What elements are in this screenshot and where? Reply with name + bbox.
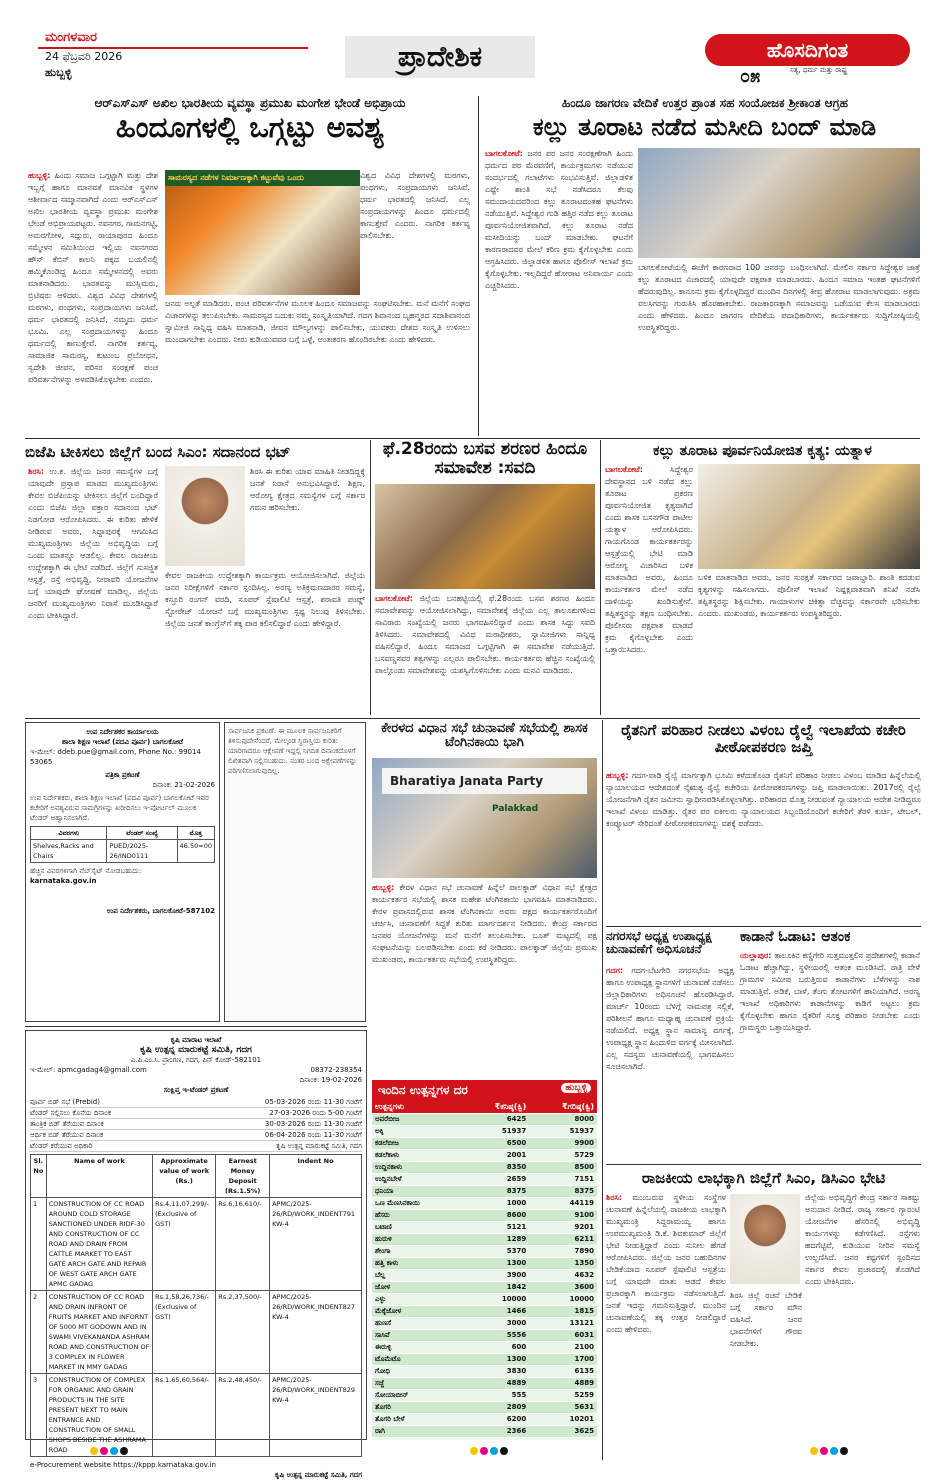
- ad1-email: ಇ-ಮೇಲ್: ddeb.pue@gmail.com, Phone No.: 99014 53065: [30, 748, 201, 766]
- market-item-max: 8500: [529, 1161, 597, 1173]
- market-item-name: ಈರುಳ್ಳಿ: [372, 1341, 462, 1353]
- market-col-min: ₹ಕನಿಷ್ಠ(ಕ್ವಿ): [462, 1101, 529, 1113]
- ad2-title: ಕೃಷಿ ಉತ್ಪನ್ನ ಮಾರುಕಟ್ಟೆ ಸಮಿತಿ, ಗದಗ: [140, 1045, 252, 1055]
- story10-portrait: [730, 1194, 800, 1284]
- market-item-max: 5631: [529, 1401, 597, 1413]
- market-item-name: ಹತ್ತಿ ಕಾಳು: [372, 1257, 462, 1269]
- market-row: [372, 1125, 597, 1137]
- market-table: [372, 1101, 597, 1438]
- market-row: [372, 1329, 597, 1341]
- story9-body: [740, 950, 920, 1160]
- market-item-min: 1300: [462, 1353, 529, 1365]
- market-row: [372, 1137, 597, 1149]
- registration-marks: [810, 1440, 850, 1459]
- market-row: [372, 1113, 597, 1125]
- masthead-city: ಹುಬ್ಬಳ್ಳಿ: [45, 66, 72, 79]
- market-item-min: 1466: [462, 1305, 529, 1317]
- story1-body-col3: ವಿಶ್ವದ ವಿವಿಧ ದೇಶಗಳಲ್ಲಿ ಮಠಗಳು, ಪಂಥಗಳು, ಸಂಪ್ರದಾಯಗಳು ಜನಿಸಿವೆ. ಧರ್ಮ ಭಾರತದಲ್ಲಿ ಜನಿಸಿದೆ. ಎಲ್ಲ ಸಂಪ್ರದಾಯಗಳನ್ನು ಹಿಂದೂ ಧರ್ಮದಲ್ಲಿ ಕಾಣುತ್ತೇವೆ ಎಂದರು. ನಾಗರಿಕ ಕರ್ತವ್ಯ ಪಾಲಿಸಬೇಕು.: [360, 171, 470, 240]
- story5-headline: ಕಲ್ಲು ತೂರಾಟ ಪೂರ್ವನಿಯೋಜಿತ ಕೃತ್ಯ: ಯತ್ನಾಳ: [653, 443, 872, 459]
- ad1-legal-notice: ಸಾರ್ವಜನಿಕ ಪ್ರಕಟಣೆ. ಈ ಮೂಲಕ ಸಾರ್ವಜನಿಕರಿಗೆ ತಿಳಿಸುವುದೇನೆಂದರೆ, ಮೇಲ್ಕಂಡ ಸ್ಥಿರಾಸ್ತಿಯ ಕುರಿತು ಯಾರಿಗಾದರೂ ಆಕ್ಷೇಪಣೆ ಇದ್ದಲ್ಲಿ ನಿಗದಿತ ದಿನಾಂಕದೊಳಗೆ ಲಿಖಿತವಾಗಿ ಸಲ್ಲಿಸಬಹುದು. ನಂತರ ಬಂದ ಆಕ್ಷೇಪಣೆಗಳನ್ನು ಪರಿಗಣಿಸಲಾಗುವುದಿಲ್ಲ.: [224, 722, 366, 1022]
- ad2-cell-indent: APMC/2025-26/RD/WORK_INDENT827 KW-4: [270, 1291, 362, 1374]
- ad2-schedule-value: 06-04-2026 ರಂದು 11-30 ಗಂಟೆಗೆ: [264, 1131, 362, 1139]
- ad2-schedule-label: ತಾಂತ್ರಿಕ ಬಿಡ್ ತೆರೆಯುವ ದಿನಾಂಕ: [30, 1120, 104, 1128]
- market-item-max: 1700: [529, 1353, 597, 1365]
- masthead-date: 24 ಫೆಬ್ರವರಿ 2026: [45, 50, 123, 63]
- market-item-max: 7151: [529, 1173, 597, 1185]
- masthead-rule: [38, 47, 308, 49]
- story2-dateline: ಬಾಗಲಕೋಟೆ:: [485, 149, 523, 158]
- ad1-col3: ಮೊತ್ತ: [177, 827, 214, 840]
- ad2-schedule-value: 27-03-2026 ರಂದು 5-00 ಗಂಟೆಗೆ: [269, 1109, 362, 1117]
- story1-photo: [165, 170, 360, 295]
- market-item-name: ಜೋಳ: [372, 1281, 462, 1293]
- ad2-schedule-row: [30, 1130, 362, 1141]
- ad1-title: ಪತ್ರಿಕಾ ಪ್ರಕಟಣೆ: [105, 771, 140, 779]
- market-item-min: 6425: [462, 1113, 529, 1125]
- ad2-schedule-row: [30, 1119, 362, 1130]
- ad2-th: Approximate value of work (Rs.): [153, 1155, 216, 1198]
- ad2-schedule-label: ಟೆಂಡರ್ ಕರೆಯುವ ಅಧಿಕಾರಿ: [30, 1142, 93, 1150]
- ad2-table-row: [31, 1291, 362, 1374]
- market-item-max: 9900: [529, 1137, 597, 1149]
- story6-dateline: ಹುಬ್ಬಳ್ಳಿ:: [372, 883, 395, 892]
- story6-banner-sub: Palakkad: [492, 804, 539, 814]
- story3-headline: ಬಿಜೆಪಿ ಟೀಕಿಸಲು ಜಿಲ್ಲೆಗೆ ಬಂದ ಸಿಎಂ: ಸದಾನಂದ ಭಟ್: [25, 443, 291, 461]
- ad2-schedule-value: 05-03-2026 ರಂದು 11-30 ಗಂಟೆಗೆ: [264, 1098, 362, 1106]
- ad2-phone: 08372-238354: [310, 1066, 362, 1074]
- ad2-cell-emd: Rs.6,16,610/-: [216, 1198, 270, 1291]
- market-item-min: 5556: [462, 1329, 529, 1341]
- ad2-table-row: [31, 1374, 362, 1457]
- market-row: [372, 1305, 597, 1317]
- market-item-min: 3900: [462, 1269, 529, 1281]
- market-row: [372, 1365, 597, 1377]
- ad2-schedule-row: [30, 1097, 362, 1108]
- market-item-name: ಒಣ ಮೆಣಸಿನಕಾಯಿ: [372, 1197, 462, 1209]
- market-item-min: 8600: [462, 1209, 529, 1221]
- ad1-col2: ಟೆಂಡರ್ ಸಂಖ್ಯೆ: [107, 827, 177, 840]
- story1-dateline: ಹುಬ್ಬಳ್ಳಿ:: [28, 171, 51, 180]
- market-item-min: 8350: [462, 1161, 529, 1173]
- ad2-cell-emd: Rs.2,48,450/-: [216, 1374, 270, 1457]
- market-row: [372, 1269, 597, 1281]
- ad2-th: Sl. No: [31, 1155, 47, 1198]
- ad1-tender-no: PUED/2025-26/IND0111: [107, 840, 177, 863]
- ad2-schedule-value: 30-03-2026 ರಂದು 11-30 ಗಂಟೆಗೆ: [264, 1120, 362, 1128]
- market-item-max: 5729: [529, 1149, 597, 1161]
- ad2-cell-value: Rs.4,11,07,299/- (Exclusive of GST): [153, 1198, 216, 1291]
- market-item-name: ಹೆಸರು: [372, 1209, 462, 1221]
- ad2-schedule-label: ಟೆಂಡರ್ ಸಲ್ಲಿಸಲು ಕೊನೆಯ ದಿನಾಂಕ: [30, 1109, 112, 1117]
- market-item-min: 51937: [462, 1125, 529, 1137]
- story10-body-col3: ಶಿರಸಿ ಜಿಲ್ಲೆ ರಚನೆ ಬೇಡಿಕೆ ಬಗ್ಗೆ ಸರ್ಕಾರ ಮೌನ ವಹಿಸಿದೆ. ಜನರ ಭಾವನೆಗಳಿಗೆ ಗೌರವ ನೀಡಬೇಕು.: [730, 1291, 802, 1348]
- market-item-max: 6211: [529, 1233, 597, 1245]
- market-row: [372, 1317, 597, 1329]
- market-item-name: ಉದ್ದಿನಕಾಳು: [372, 1161, 462, 1173]
- story9-dateline: ಯಲ್ಲಾಪುರ:: [740, 951, 772, 960]
- market-item-min: 5121: [462, 1221, 529, 1233]
- market-item-max: 4632: [529, 1269, 597, 1281]
- market-item-min: 1289: [462, 1233, 529, 1245]
- story1-headline: ಹಿಂದೂಗಳಲ್ಲಿ ಒಗ್ಗಟ್ಟು ಅವಶ್ಯ: [115, 110, 385, 144]
- page-number: ೦೫: [740, 66, 761, 87]
- story10-headline: ರಾಜಕೀಯ ಲಾಭಕ್ಕಾಗಿ ಜಿಲ್ಲೆಗೆ ಸಿಎಂ, ಡಿಸಿಎಂ ಭೇಟಿ: [641, 1169, 886, 1187]
- story2-body-col1: [485, 148, 633, 434]
- story8-body: [606, 965, 734, 1160]
- market-item-name: ರಾಗಿ: [372, 1425, 462, 1437]
- story10-text: ಮುಂಬರುವ ಸ್ಥಳೀಯ ಸಂಸ್ಥೆಗಳ ಚುನಾವಣೆ ಹಿನ್ನೆಲೆಯಲ್ಲಿ ರಾಜಕೀಯ ಲಾಭಕ್ಕಾಗಿ ಮುಖ್ಯಮಂತ್ರಿ ಸಿದ್ದರಾಮಯ್ಯ ಹಾಗೂ ಉಪಮುಖ್ಯಮಂತ್ರಿ ಡಿ.ಕೆ. ಶಿವಕುಮಾರ್ ಜಿಲ್ಲೆಗೆ ಭೇಟಿ ನೀಡುತ್ತಿದ್ದಾರೆ ಎಂದು ಸುನೀಲ ಹೆಗಡೆ ಆರೋಪಿಸಿದರು. ಜಿಲ್ಲೆಯ ಜನರ ಬಹುದಿನಗಳ ಬೇಡಿಕೆಯಾದ ಸೂಪರ್ ಸ್ಪೆಷಾಲಿಟಿ ಆಸ್ಪತ್ರೆಯ ಬಗ್ಗೆ ಯಾವುದೇ ಮಾತು ಆಡದೆ ಕೇವಲ ಪ್ರಚಾರಕ್ಕಾಗಿ ಕಾರ್ಯಕ್ರಮ ನಡೆಸಲಾಗುತ್ತಿದೆ. ಜನತೆ ಇದನ್ನು ಗಮನಿಸುತ್ತಿದ್ದಾರೆ. ಮುಂದಿನ ಚುನಾವಣೆಯಲ್ಲಿ ತಕ್ಕ ಉತ್ತರ ನೀಡಲಿದ್ದಾರೆ ಎಂದು ಹೇಳಿದರು.: [606, 1193, 726, 1334]
- ad2-cell-value: Rs.1,58,26,736/- (Exclusive of GST): [153, 1291, 216, 1374]
- ad2-header: ಕೃಷಿ ಮಾರಾಟ ಇಲಾಖೆ: [170, 1036, 222, 1044]
- ad2-th: Indent No: [270, 1155, 362, 1198]
- market-item-min: 5370: [462, 1245, 529, 1257]
- ad1-col1: ವಿವರಗಳು: [31, 827, 107, 840]
- story6-photo: [372, 758, 597, 878]
- market-row: [372, 1221, 597, 1233]
- story8-headline: ನಗರಸಭೆ ಅಧ್ಯಕ್ಷ ಉಪಾಧ್ಯಕ್ಷ ಚುನಾವಣೆಗೆ ಅಧಿಸೂಚನೆ: [606, 929, 712, 957]
- story4-body: [375, 593, 595, 715]
- market-item-max: 1815: [529, 1305, 597, 1317]
- story2-body: ಜನರ ಪರ ಜನರ ಸಂರಕ್ಷಣೆಗಾಗಿ ಹಿಂದು ಧರ್ಮದ ಪರ ಮೆರವಣಿಗೆ, ಕಾರ್ಯಕ್ರಮಗಳು ನಡೆಯುವ ಸಂದರ್ಭದಲ್ಲಿ ಗಲಾಟೆಗಳು ಸಂಭವಿಸುತ್ತಿವೆ. ಜಿಲ್ಲಾಡಳಿತ ಎಷ್ಟೇ ಶಾಂತಿ ಸಭೆ ನಡೆಸಿದರೂ ಕೆಲವು ಸಮುದಾಯದವರಿಂದ ಕಲ್ಲು ತೂರಾಟದಂತಹ ಘಟನೆಗಳು ನಡೆಯುತ್ತಿವೆ. ಸಿದ್ದೇಶ್ವರ ಗುಡಿ ಹತ್ತಿರ ನಡೆದ ಕಲ್ಲು ತೂರಾಟ ಪೂರ್ವನಿಯೋಜಿತವಾಗಿದೆ. ಕಲ್ಲು ತೂರಾಟ ನಡೆದ ಮಸೀದಿಯನ್ನು ಬಂದ್ ಮಾಡಬೇಕು. ಘಟನೆಗೆ ಕಾರಣರಾದವರ ಮೇಲೆ ಕಠಿಣ ಕ್ರಮ ಕೈಗೊಳ್ಳಬೇಕು ಎಂದು ಆಗ್ರಹಿಸಿದರು. ಜಿಲ್ಲಾಡಳಿತ ಹಾಗೂ ಪೊಲೀಸ್ ಇಲಾಖೆ ಕ್ರಮ ಕೈಗೊಳ್ಳಬೇಕು. ಇಲ್ಲದಿದ್ದರೆ ಹೋರಾಟ ಅನಿವಾರ್ಯ ಎಂದು ಎಚ್ಚರಿಸಿದರು.: [485, 149, 633, 290]
- market-item-max: 6135: [529, 1365, 597, 1377]
- story5-dateline: ಬಾಗಲಕೋಟೆ:: [605, 465, 643, 474]
- ad2-cell-emd: Rs.2,37,500/-: [216, 1291, 270, 1374]
- market-item-min: 4889: [462, 1377, 529, 1389]
- story3-body-col2: ಶಿರಸಿ ಈ ಕುರಿತು ಯಾವ ಮಾಹಿತಿ ನೀಡದಿದ್ದಕ್ಕೆ ಜನತೆ ನಿರಾಸೆ ಅನುಭವಿಸಿದ್ದಾರೆ. ಶಿಕ್ಷಣ, ಆರೋಗ್ಯ ಕ್ಷೇತ್ರದ ಸಮಸ್ಯೆಗಳ ಬಗ್ಗೆ ಸರ್ಕಾರ ಗಮನ ಹರಿಸಬೇಕು.: [250, 467, 365, 512]
- market-row: [372, 1185, 597, 1197]
- ad2-cell-no: 2: [31, 1291, 47, 1374]
- market-row: [372, 1341, 597, 1353]
- market-item-min: 1300: [462, 1257, 529, 1269]
- market-item-name: ಗೋಧಿ: [372, 1365, 462, 1377]
- market-city: ಹುಬ್ಬಳ್ಳಿ: [561, 1083, 591, 1093]
- masthead-day: ಮಂಗಳವಾರ: [45, 30, 98, 45]
- story5-photo: [698, 464, 920, 569]
- story9-text: ತಾಲೂಕಿನ ಕಣ್ಣಿಗೇರಿ ಸುತ್ತಮುತ್ತಲಿನ ಪ್ರದೇಶಗಳಲ್ಲಿ ಕಾಡಾನೆ ಓಡಾಟ ಹೆಚ್ಚಾಗಿದ್ದು, ಸ್ಥಳೀಯರಲ್ಲಿ ಆತಂಕ ಮೂಡಿಸಿದೆ. ರಾತ್ರಿ ವೇಳೆ ಗ್ರಾಮಗಳ ಸಮೀಪ ಬರುತ್ತಿರುವ ಕಾಡಾನೆಗಳು ಬೆಳೆಗಳನ್ನು ನಾಶ ಮಾಡುತ್ತಿವೆ. ಅಡಿಕೆ, ಬಾಳೆ, ತೆಂಗು ತೋಟಗಳಿಗೆ ಹಾನಿಯಾಗಿದೆ. ಅರಣ್ಯ ಇಲಾಖೆ ಅಧಿಕಾರಿಗಳು ಕಾಡಾನೆಗಳನ್ನು ಕಾಡಿಗೆ ಅಟ್ಟಲು ಕ್ರಮ ಕೈಗೊಳ್ಳಬೇಕು ಹಾಗೂ ರೈತರಿಗೆ ಸೂಕ್ತ ಪರಿಹಾರ ನೀಡಬೇಕು ಎಂದು ಗ್ರಾಮಸ್ಥರು ಒತ್ತಾಯಿಸಿದ್ದಾರೆ.: [740, 951, 920, 1032]
- market-row: [372, 1389, 597, 1401]
- market-row: [372, 1197, 597, 1209]
- section-title: ಪ್ರಾದೇಶಿಕ: [345, 36, 535, 78]
- story2-photo: [638, 148, 920, 258]
- ad2-cell-indent: APMC/2025-26/RD/WORK_INDENT791 KW-4: [270, 1198, 362, 1291]
- ad2-notice-title: ಸಂಕ್ಷಿಪ್ತ ಇ-ಟೆಂಡರ್ ಪ್ರಕಟಣೆ: [163, 1086, 229, 1094]
- story3-body: ಉ.ಕ. ಜಿಲ್ಲೆಯ ಜನರ ಸಮಸ್ಯೆಗಳ ಬಗ್ಗೆ ಯಾವುದೇ ಪ್ರಸ್ತಾಪ ಮಾಡದ ಮುಖ್ಯಮಂತ್ರಿಗಳು ಕೇವಲ ಬಿಜೆಪಿಯನ್ನು ಟೀಕಿಸಲು ಜಿಲ್ಲೆಗೆ ಬಂದಿದ್ದಾರೆ ಎಂದು ಬಿಜೆಪಿ ಜಿಲ್ಲಾ ವಕ್ತಾರ ಸದಾನಂದ ಭಟ್ ನಿಡಗೋಡ ಆರೋಪಿಸಿದರು. ಈ ಕುರಿತು ಹೇಳಿಕೆ ನೀಡಿರುವ ಅವರು, ಸಿದ್ದಾಪುರಕ್ಕೆ ಆಗಮಿಸಿದ ಮುಖ್ಯಮಂತ್ರಿಗಳು ಜಿಲ್ಲೆಯ ಅಭಿವೃದ್ಧಿಯ ಬಗ್ಗೆ ಒಂದು ಮಾತನ್ನೂ ಆಡಲಿಲ್ಲ. ಕೇವಲ ರಾಜಕೀಯ ಉದ್ದೇಶಕ್ಕಾಗಿ ಈ ಭೇಟಿ ನಡೆದಿದೆ. ಜಿಲ್ಲೆಗೆ ಸುಸಜ್ಜಿತ ಆಸ್ಪತ್ರೆ, ರಸ್ತೆ ಅಭಿವೃದ್ಧಿ, ನೀರಾವರಿ ಯೋಜನೆಗಳ ಬಗ್ಗೆ ಯಾವುದೇ ಘೋಷಣೆ ಮಾಡಿಲ್ಲ. ಜಿಲ್ಲೆಯ ಜನರಿಗೆ ಮುಖ್ಯಮಂತ್ರಿಗಳು ನಿರಾಸೆ ಮೂಡಿಸಿದ್ದಾರೆ ಎಂದು ಟೀಕಿಸಿದ್ದಾರೆ.: [28, 467, 158, 620]
- market-item-min: 555: [462, 1389, 529, 1401]
- ad2-sign: ಕೃಷಿ ಉತ್ಪನ್ನ ಮಾರುಕಟ್ಟೆ ಸಮಿತಿ, ಗದಗ: [275, 1471, 362, 1479]
- ad2-date: ದಿನಾಂಕ: 19-02-2026: [299, 1076, 362, 1084]
- column-divider: [602, 720, 603, 1460]
- market-item-name: ಧನಿಯಾ: [372, 1185, 462, 1197]
- market-item-min: 6200: [462, 1413, 529, 1425]
- ad1-date: ದಿನಾಂಕ: 21-02-2026: [152, 781, 215, 789]
- market-item-name: ಕಡಲೆಬೀಜ: [372, 1137, 462, 1149]
- column-divider: [478, 96, 479, 436]
- ad2-cell-value: Rs.1,65,60,564/-: [153, 1374, 216, 1457]
- ad2-email: ಇ-ಮೇಲ್: apmcgadag4@gmail.com: [30, 1066, 147, 1074]
- market-item-max: 13121: [529, 1317, 597, 1329]
- market-item-name: ಅಕ್ಕಿ: [372, 1125, 462, 1137]
- ad2-schedule-label: ಪೂರ್ವ ಬಿಡ್ ಸಭೆ (Prebid): [30, 1098, 100, 1106]
- market-item-max: 8000: [529, 1113, 597, 1125]
- story5-text: ಸಿದ್ದೇಶ್ವರ ದೇವಸ್ಥಾನದ ಬಳಿ ನಡೆದ ಕಲ್ಲು ತೂರಾಟ ಪ್ರಕರಣ ಪೂರ್ವನಿಯೋಜಿತ ಕೃತ್ಯವಾಗಿದೆ ಎಂದು ಶಾಸಕ ಬಸನಗೌಡ ಪಾಟೀಲ ಯತ್ನಾಳ ಆರೋಪಿಸಿದರು. ಗಾಯಗೊಂಡ ಕಾರ್ಯಕರ್ತರನ್ನು ಆಸ್ಪತ್ರೆಯಲ್ಲಿ ಭೇಟಿ ಮಾಡಿ ಆರೋಗ್ಯ ವಿಚಾರಿಸಿದ ಬಳಿಕ ಮಾತನಾಡಿದ ಅವರು, ಹಿಂದೂ ಕಾರ್ಯಕರ್ತರ ಮೇಲೆ ನಡೆದ ದಾಳಿಯನ್ನು ಖಂಡಿಸುತ್ತೇನೆ. ತಪ್ಪಿತಸ್ಥರನ್ನು ತಕ್ಷಣ ಬಂಧಿಸಬೇಕು. ಪೊಲೀಸರು ಪಕ್ಷಪಾತ ಮಾಡದೆ ಕ್ರಮ ಕೈಗೊಳ್ಳಬೇಕು ಎಂದು ಒತ್ತಾಯಿಸಿದರು.: [605, 465, 693, 654]
- row-divider: [606, 926, 921, 927]
- market-title: ಇಂದಿನ ಉತ್ಪನ್ನಗಳ ದರ: [378, 1083, 468, 1097]
- market-row: [372, 1149, 597, 1161]
- market-item-max: 3600: [529, 1281, 597, 1293]
- market-item-max: 8375: [529, 1185, 597, 1197]
- market-item-name: ಸಜ್ಜೆ: [372, 1377, 462, 1389]
- story2-headline: ಕಲ್ಲು ತೂರಾಟ ನಡೆದ ಮಸೀದಿ ಬಂದ್ ಮಾಡಿ: [532, 113, 877, 141]
- ad2-schedule-row: [30, 1141, 362, 1152]
- market-row: [372, 1401, 597, 1413]
- ad2-table-row: [31, 1198, 362, 1291]
- story6-banner: Bharatiya Janata Party: [382, 768, 587, 794]
- market-row: [372, 1425, 597, 1437]
- story10-body-col1: [606, 1192, 726, 1442]
- market-item-name: ಶೇಂಗಾ: [372, 1245, 462, 1257]
- ad1-item: Shelves,Racks and Chairs: [31, 840, 107, 863]
- market-item-max: 3625: [529, 1425, 597, 1437]
- story8-text: ಗದಗ-ಬೆಟಗೇರಿ ನಗರಸಭೆಯ ಅಧ್ಯಕ್ಷ ಹಾಗೂ ಉಪಾಧ್ಯಕ್ಷ ಸ್ಥಾನಗಳಿಗೆ ಚುನಾವಣೆ ನಡೆಸಲು ಜಿಲ್ಲಾಧಿಕಾರಿಗಳು ಅಧಿಸೂಚನೆ ಹೊರಡಿಸಿದ್ದಾರೆ. ಮಾರ್ಚ್ 10ರಂದು ಬೆಳಿಗ್ಗೆ ನಾಮಪತ್ರ ಸಲ್ಲಿಕೆ, ಪರಿಶೀಲನೆ ಹಾಗೂ ಮಧ್ಯಾಹ್ನ ಚುನಾವಣೆ ಪ್ರಕ್ರಿಯೆ ನಡೆಯಲಿದೆ. ಅಧ್ಯಕ್ಷ ಸ್ಥಾನ ಸಾಮಾನ್ಯ ವರ್ಗಕ್ಕೆ, ಉಪಾಧ್ಯಕ್ಷ ಸ್ಥಾನ ಹಿಂದುಳಿದ ವರ್ಗಕ್ಕೆ ಮೀಸಲಾಗಿದೆ. ಎಲ್ಲ ಸದಸ್ಯರು ಚುನಾವಣೆಯಲ್ಲಿ ಭಾಗವಹಿಸಲು ಸೂಚಿಸಲಾಗಿದೆ.: [606, 966, 734, 1071]
- ad2-cell-indent: APMC/2025-26/RD/WORK_INDENT829 KW-4: [270, 1374, 362, 1457]
- market-item-name: ಎಳ್ಳು: [372, 1293, 462, 1305]
- story3-dateline: ಶಿರಸಿ:: [28, 467, 45, 476]
- ad2-cell-no: 3: [31, 1374, 47, 1457]
- market-col-max: ₹ಗರಿಷ್ಠ(ಕ್ವಿ): [529, 1101, 597, 1113]
- market-item-min: 2659: [462, 1173, 529, 1185]
- ad2-th: Name of work: [46, 1155, 152, 1198]
- market-item-name: ಮೆಕ್ಕೆಜೋಳ: [372, 1305, 462, 1317]
- market-item-name: ಹುಣಸೆ: [372, 1317, 462, 1329]
- market-item-min: 3000: [462, 1317, 529, 1329]
- column-divider: [600, 440, 601, 715]
- story7-headline: ರೈತನಿಗೆ ಪರಿಹಾರ ನೀಡಲು ವಿಳಂಬ ರೈಲ್ವೆ ಇಲಾಖೆಯ ಕಚೇರಿ ಪೀಠೋಪಕರಣ ಜಪ್ತಿ: [621, 721, 906, 756]
- story10-dateline: ಶಿರಸಿ:: [606, 1193, 623, 1202]
- story7-body: [606, 770, 921, 920]
- story3-body-col3: ಕೇವಲ ರಾಜಕೀಯ ಉದ್ದೇಶಕ್ಕಾಗಿ ಕಾರ್ಯಕ್ರಮ ಆಯೋಜಿಸಲಾಗಿದೆ. ಜಿಲ್ಲೆಯ ಜನರ ನಿರೀಕ್ಷೆಗಳಿಗೆ ಸರ್ಕಾರ ಸ್ಪಂದಿಸಿಲ್ಲ. ಅರಣ್ಯ ಅತಿಕ್ರಮಣದಾರರ ಸಮಸ್ಯೆ, ಕಸ್ತೂರಿ ರಂಗನ್ ವರದಿ, ಸೂಪರ್ ಸ್ಪೆಷಾಲಿಟಿ ಆಸ್ಪತ್ರೆ, ಶರಾವತಿ ಪಂಪ್ಡ್ ಸ್ಟೋರೇಜ್ ಯೋಜನೆ ಬಗ್ಗೆ ಮುಖ್ಯಮಂತ್ರಿಗಳು ಸ್ಪಷ್ಟ ನಿಲುವು ತಿಳಿಸಬೇಕು. ಜಿಲ್ಲೆಯ ಜನತೆ ಕಾಂಗ್ರೆಸ್‌ಗೆ ತಕ್ಕ ಪಾಠ ಕಲಿಸಲಿದ್ದಾರೆ ಎಂದು ಹೇಳಿದ್ದಾರೆ.: [165, 571, 365, 628]
- registration-marks: [470, 1440, 510, 1459]
- story7-dateline: ಹುಬ್ಬಳ್ಳಿ:: [606, 771, 629, 780]
- market-item-min: 10000: [462, 1293, 529, 1305]
- market-item-max: 10000: [529, 1293, 597, 1305]
- ad2-notice: [25, 1030, 367, 1479]
- story4-dateline: ಬಾಗಲಕೋಟೆ:: [375, 594, 413, 603]
- newspaper-logo: ಹೊಸದಿಗಂತ: [705, 34, 910, 66]
- column-divider: [370, 440, 371, 715]
- market-item-min: 1000: [462, 1197, 529, 1209]
- market-item-min: 1842: [462, 1281, 529, 1293]
- ad2-cell-work: CONSTRUCTION OF COMPLEX FOR ORGANIC AND GRAIN PRODUCTS IN THE SITE PRESENT NEXT TO MAIN ENTRANCE AND CONSTRUCTION OF SMALL SHOPS BESIDE THE ASHRAMA ROAD: [46, 1374, 152, 1457]
- market-item-min: 3830: [462, 1365, 529, 1377]
- ad1-table: [30, 826, 215, 863]
- market-item-max: 5259: [529, 1389, 597, 1401]
- market-item-name: ಬಟಾಣಿ: [372, 1221, 462, 1233]
- market-item-name: ಬೆಲ್ಲ: [372, 1269, 462, 1281]
- market-item-max: 44119: [529, 1197, 597, 1209]
- row-divider: [25, 1026, 367, 1027]
- logo-tagline: ಸತ್ಯ, ಧರ್ಮ ಮತ್ತು ರಾಷ್ಟ್ರ: [790, 66, 847, 74]
- story8-dateline: ಗದಗ:: [606, 966, 624, 975]
- market-col-name: ಉತ್ಪನ್ನಗಳು: [372, 1101, 462, 1113]
- ad1-header: ಉಪ ನಿರ್ದೇಶಕರ ಕಾರ್ಯಾಲಯ: [86, 728, 159, 736]
- market-item-min: 2366: [462, 1425, 529, 1437]
- ad2-schedule-label: ಆರ್ಥಿಕ ಬಿಡ್ ತೆರೆಯುವ ದಿನಾಂಕ: [30, 1131, 104, 1139]
- market-item-name: ಅವರೆಬೀಜ: [372, 1113, 462, 1125]
- market-item-min: 2809: [462, 1401, 529, 1413]
- market-item-name: ತೊಗರಿ: [372, 1401, 462, 1413]
- market-item-max: 9100: [529, 1209, 597, 1221]
- market-item-name: ಸೋಯಾಬೀನ್: [372, 1389, 462, 1401]
- ad1-amount: 46.50=00: [177, 840, 214, 863]
- market-row: [372, 1377, 597, 1389]
- story10-body-col2: ಜಿಲ್ಲೆಯ ಅಭಿವೃದ್ಧಿಗೆ ಕೇಂದ್ರ ಸರ್ಕಾರ ಸಾಕಷ್ಟು ಅನುದಾನ ನೀಡಿದೆ. ರಾಜ್ಯ ಸರ್ಕಾರ ಗ್ಯಾರಂಟಿ ಯೋಜನೆಗಳ ಹೆಸರಿನಲ್ಲಿ ಅಭಿವೃದ್ಧಿ ಕಾರ್ಯಗಳನ್ನು ಕಡೆಗಣಿಸಿದೆ. ರಸ್ತೆಗಳು ಹದಗೆಟ್ಟಿವೆ, ಕುಡಿಯುವ ನೀರಿನ ಸಮಸ್ಯೆ ಉಲ್ಬಣಿಸಿದೆ. ಜನರ ಕಷ್ಟಗಳಿಗೆ ಸ್ಪಂದಿಸದ ಸರ್ಕಾರ ಕೇವಲ ಪ್ರಚಾರದಲ್ಲಿ ತೊಡಗಿದೆ ಎಂದು ಟೀಕಿಸಿದರು.: [805, 1193, 920, 1286]
- ad2-schedule: [30, 1097, 362, 1152]
- ad2-tender-table: [30, 1154, 362, 1457]
- story5-body-col2: ಬಳಿಕ ಮಾತನಾಡಿದ ಅವರು, ಜನರ ಸುರಕ್ಷತೆ ಸರ್ಕಾರದ ಜವಾಬ್ದಾರಿ. ಶಾಂತಿ ಕದಡುವ ಕೃತ್ಯಗಳನ್ನು ಸಹಿಸಲಾಗದು. ಪೊಲೀಸ್ ಇಲಾಖೆ ನಿಷ್ಪಕ್ಷಪಾತವಾಗಿ ತನಿಖೆ ನಡೆಸಿ ತಪ್ಪಿತಸ್ಥರನ್ನು ಶಿಕ್ಷಿಸಬೇಕು. ಗಾಯಾಳುಗಳ ಚಿಕಿತ್ಸಾ ವೆಚ್ಚವನ್ನು ಸರ್ಕಾರವೇ ಭರಿಸಬೇಕು ಎಂದರು. ಮುಖಂಡರು, ಕಾರ್ಯಕರ್ತರು ಉಪಸ್ಥಿತರಿದ್ದರು.: [698, 573, 920, 618]
- ad2-footer[interactable]: e-Procurement website https://kppp.karnataka.gov.in: [30, 1461, 216, 1469]
- row-divider: [606, 1164, 921, 1165]
- market-item-name: ಉದ್ದಿನಬೇಳೆ: [372, 1173, 462, 1185]
- story6-text: ಕೇರಳ ವಿಧಾನ ಸಭೆ ಚುನಾವಣೆ ಹಿನ್ನೆಲೆ ಪಾಲಕ್ಕಾಡ್ ವಿಧಾನ ಸಭೆ ಕ್ಷೇತ್ರದ ಕಾರ್ಯಕರ್ತರ ಸಭೆಯಲ್ಲಿ ಶಾಸಕ ಮಹೇಶ ಟೆಂಗಿನಕಾಯಿ ಭಾಗವಹಿಸಿ ಮಾತನಾಡಿದರು. ಕೇರಳ ಪ್ರವಾಸದಲ್ಲಿರುವ ಶಾಸಕ ಟೆಂಗಿನಕಾಯಿ ಅವರು ಪಕ್ಷದ ಕಾರ್ಯಕರ್ತರೊಂದಿಗೆ ಚರ್ಚಿಸಿ, ಚುನಾವಣೆಗೆ ಸಿದ್ಧತೆ ಕುರಿತು ಮಾರ್ಗದರ್ಶನ ನೀಡಿದರು. ಕೇಂದ್ರ ಸರ್ಕಾರದ ಜನಪರ ಯೋಜನೆಗಳನ್ನು ಮನೆ ಮನೆಗೆ ತಲುಪಿಸಬೇಕು. ಬೂತ್ ಮಟ್ಟದಲ್ಲಿ ಪಕ್ಷ ಸಂಘಟನೆಯನ್ನು ಬಲಪಡಿಸಬೇಕು ಎಂದು ಕರೆ ನೀಡಿದರು. ಪಾಲಕ್ಕಾಡ್ ಜಿಲ್ಲೆಯ ಪ್ರಮುಖ ಮುಖಂಡರು, ಕಾರ್ಯಕರ್ತರು ಸಭೆಯಲ್ಲಿ ಉಪಸ್ಥಿತರಿದ್ದರು.: [372, 883, 597, 964]
- market-item-max: 1350: [529, 1257, 597, 1269]
- market-item-max: 4889: [529, 1377, 597, 1389]
- story1-kicker: ಆರ್‌ಎಸ್‌ಎಸ್ ಅಖಿಲ ಭಾರತೀಯ ವ್ಯವಸ್ಥಾ ಪ್ರಮುಖ ಮಂಗೇಶ ಭೇಂಡೆ ಅಭಿಪ್ರಾಯ: [94, 96, 406, 110]
- market-rates-box: [372, 1080, 597, 1440]
- market-row: [372, 1293, 597, 1305]
- story1-photo-banner: ಸಾಮರಸ್ಯದ ನಡೆಗಳ ನಿರ್ಮಾಣಕ್ಕಾಗಿ ಕಟ್ಟುವೆವು ಒಂದು: [165, 170, 360, 186]
- ad2-cell-no: 1: [31, 1198, 47, 1291]
- market-row: [372, 1413, 597, 1425]
- market-item-max: 9201: [529, 1221, 597, 1233]
- ad2-cell-work: CONSTRUCTION OF CC ROAD AND DRAIN INFRONT OF FRUITS MARKET AND INFORNT OF 5000 MT GODOWN AND IN SWAMI VIVEKANANDA ASHRAM ROAD AND CONSTRUCTION OF 3 COMPLEX IN FLOWER MARKET IN MMY GADAG: [46, 1291, 152, 1374]
- market-row: [372, 1161, 597, 1173]
- story3-body-col1: [28, 466, 158, 716]
- ad1-notice: ಉಪ ನಿರ್ದೇಶಕರ ಕಾರ್ಯಾಲಯ ಶಾಲಾ ಶಿಕ್ಷಣ ಇಲಾಖೆ (ಪದವಿ ಪೂರ್ವ) ಬಾಗಲಕೋಟೆ ಇ-ಮೇಲ್: ddeb.pue@gmail.com, Phone No.: 99014 53065 ಪತ್ರಿಕಾ ಪ್ರಕಟಣೆ ದಿನಾಂಕ: 21-02-2026 ಉಪ ನಿರ್ದೇಶಕರು, ಶಾಲಾ ಶಿಕ್ಷಣ ಇಲಾಖೆ (ಪದವಿ ಪೂರ್ವ) ಬಾಗಲಕೋಟೆ ಇವರ ಕಚೇರಿಗೆ ಅವಶ್ಯವಿರುವ ಸಾಮಗ್ರಿಗಳನ್ನು ಖರೀದಿಸಲು ಇ-ಪೋರ್ಟಲ್ ಮೂಲಕ ಟೆಂಡರ್ ಆಹ್ವಾನಿಸಲಾಗಿದೆ. ವಿವರಗಳು ಟೆಂಡರ್ ಸಂಖ್ಯೆ ಮೊತ್ತ Shelves,Racks and Chairs PUED/2025-26/IND0111 46.50=00 ಹೆಚ್ಚಿನ ವಿವರಗಳಿಗಾಗಿ ವೆಬ್‌ಸೈಟ್ ನೋಡಬಹುದು: karnataka.gov.in ಉಪ ನಿರ್ದೇಶಕರು, ಬಾಗಲಕೋಟೆ-587102: [25, 722, 220, 1022]
- story7-text: ಗದಗ-ವಾಡಿ ರೈಲ್ವೆ ಮಾರ್ಗಕ್ಕಾಗಿ ಭೂಮಿ ಕಳೆದುಕೊಂಡ ರೈತನಿಗೆ ಪರಿಹಾರ ನೀಡಲು ವಿಳಂಬ ಮಾಡಿದ ಹಿನ್ನೆಲೆಯಲ್ಲಿ ನ್ಯಾಯಾಲಯದ ಆದೇಶದಂತೆ ನೈಋತ್ಯ ರೈಲ್ವೆ ಕಚೇರಿಯ ಪೀಠೋಪಕರಣಗಳನ್ನು ಜಪ್ತಿ ಮಾಡಲಾಯಿತು. 2017ರಲ್ಲಿ ರೈಲ್ವೆ ಯೋಜನೆಗಾಗಿ ರೈತನ ಜಮೀನು ಸ್ವಾಧೀನಪಡಿಸಿಕೊಳ್ಳಲಾಗಿತ್ತು. ಪರಿಹಾರದ ಮೊತ್ತ ನೀಡುವಂತೆ ನ್ಯಾಯಾಲಯ ಆದೇಶ ನೀಡಿದ್ದರೂ ಇಲಾಖೆ ವಿಳಂಬ ಮಾಡಿತ್ತು. ರೈತರ ಪರ ವಕೀಲರು ನ್ಯಾಯಾಲಯದ ಸಿಬ್ಬಂದಿಯೊಂದಿಗೆ ಕಚೇರಿಗೆ ತೆರಳಿ ಕುರ್ಚಿ, ಟೇಬಲ್, ಕಂಪ್ಯೂಟರ್ ಸೇರಿದಂತೆ ಪೀಠೋಪಕರಣಗಳನ್ನು ವಶಕ್ಕೆ ಪಡೆದರು.: [606, 771, 921, 828]
- ad2-schedule-value: ಕೃಷಿ ಉತ್ಪನ್ನ ಮಾರುಕಟ್ಟೆ ಸಮಿತಿ, ಗದಗ: [276, 1142, 362, 1150]
- story9-headline: ಕಾಡಾನೆ ಓಡಾಟ: ಆತಂಕ: [740, 929, 851, 945]
- market-row: [372, 1209, 597, 1221]
- market-item-max: 7890: [529, 1245, 597, 1257]
- story1-body-col1: [28, 170, 158, 440]
- ad2-address: ಎ.ಪಿ.ಎಂ.ಸಿ. ಪ್ರಾಂಗಣ, ಗದಗ, ಪಿನ್ ಕೋಡ್-582101: [130, 1056, 262, 1064]
- story6-headline: ಕೇರಳದ ವಿಧಾನ ಸಭೆ ಚುನಾವಣೆ ಸಭೆಯಲ್ಲಿ ಶಾಸಕ ಟೆಂಗಿನಕಾಯಿ ಭಾಗಿ: [381, 721, 588, 751]
- ad2-cell-work: CONSTRUCTION OF CC ROAD AROUND COLD STORAGE SANCTIONED UNDER RIDF-30 AND CONSTRUCTION OF CC ROAD AND DRAIN FROM CATTLE MARKET TO EAST GATE ARCH GATE AND REPAIR OF WEST GATE ARCH GATE APMC GADAG: [46, 1198, 152, 1291]
- story2-kicker: ಹಿಂದೂ ಜಾಗರಣ ವೇದಿಕೆ ಉತ್ತರ ಪ್ರಾಂತ ಸಹ ಸಂಯೋಜಕ ಶ್ರೀಕಾಂತ ಆಗ್ರಹ: [562, 96, 848, 110]
- masthead: [0, 0, 945, 92]
- ad2-schedule-row: [30, 1108, 362, 1119]
- story2-body-col2: ಬಾಗಲಕೋಟೆಯಲ್ಲಿ ಈಚೆಗೆ ಕಾರಣರಾದ 100 ಜನರನ್ನು ಬಂಧಿಸಲಾಗಿದೆ. ಮೇಲಿನ ಸರ್ಕಾರ ಸಿದ್ದೇಶ್ವರ ಜಾತ್ರೆ ಕಲ್ಲು ತೂರಾಟದ ವಿಚಾರದಲ್ಲಿ ಯಾವುದೇ ಪಕ್ಷಪಾತ ಮಾಡಬಾರದು. ಹಿಂದೂ ಸಮಾಜ ಇಂತಹ ಘಟನೆಗಳಿಗೆ ಹೆದರುವುದಿಲ್ಲ. ಕಾನೂನು ಕ್ರಮ ಕೈಗೊಳ್ಳದಿದ್ದರೆ ಮುಂದಿನ ದಿನಗಳಲ್ಲಿ ತೀವ್ರ ಹೋರಾಟ ಮಾಡಲಾಗುವುದು. ಅಕ್ರಮ ವಲಸಿಗರನ್ನು ಗುರುತಿಸಿ ಹೊರಹಾಕಬೇಕು. ರಾಜಕಾರಣಕ್ಕಾಗಿ ಸಮಾಜವನ್ನು ಒಡೆಯುವ ಕೆಲಸ ಮಾಡಬಾರದು ಎಂದು ಹೇಳಿದರು. ಹಿಂದೂ ಜಾಗರಣ ವೇದಿಕೆಯ ಪದಾಧಿಕಾರಿಗಳು, ಕಾರ್ಯಕರ್ತರು ಸುದ್ದಿಗೋಷ್ಠಿಯಲ್ಲಿ ಉಪಸ್ಥಿತರಿದ್ದರು.: [638, 263, 920, 332]
- market-item-max: 2100: [529, 1341, 597, 1353]
- market-row: [372, 1353, 597, 1365]
- ad2-th: Earnest Money Deposit (Rs.1.5%): [216, 1155, 270, 1198]
- market-row: [372, 1245, 597, 1257]
- market-item-max: 51937: [529, 1125, 597, 1137]
- story4-headline: ಫೆ.28ರಂದು ಬಸವ ಶರಣರ ಹಿಂದೂ ಸಮಾವೇಶ :ಸವದಿ: [382, 439, 588, 478]
- ad1-sign: ಉಪ ನಿರ್ದೇಶಕರು, ಬಾಗಲಕೋಟೆ-587102: [106, 907, 215, 915]
- market-title-bar: [372, 1080, 597, 1101]
- story1-body-col2: ಜನರು ಅಲ್ಪತೆ ಮಾಡಿದರು. ಪಂಚ ಪರಿವರ್ತನೆಗಳ ಮೂಲಕ ಹಿಂದೂ ಸಮಾಜವನ್ನು ಸಂಘಟಿಸಬೇಕು. ಮನೆ ಮನೆಗೆ ಸಂಘದ ವಿಚಾರಗಳನ್ನು ತಲುಪಿಸಬೇಕು. ಸಾಮರಸ್ಯದ ಬದುಕು ನಮ್ಮ ಸಂಸ್ಕೃತಿಯಾಗಿದೆ. ಗದಗ ಶಿವಾನಂದ ಬೃಹನ್ಮಠದ ಸದಾಶಿವಾನಂದ ಸ್ವಾಮೀಜಿ ಸಾನ್ನಿಧ್ಯ ವಹಿಸಿ ಮಾತನಾಡಿ, ಜೀವನ ಮೌಲ್ಯಗಳನ್ನು ಪಾಲಿಸಬೇಕು, ಯುವಕರು ದೇಶದ ಸಂಸ್ಕೃತಿ ಉಳಿಸಲು ಮುಂದಾಗಬೇಕು ಎಂದರು. ನೀರು ಕುಡಿಯುವವರ ಬಗ್ಗೆ ಒಳ್ಳೆ, ಅಂತಃಕರಣ ಹೊಂದಿರಬೇಕು ಎಂದು ಹೇಳಿದರು.: [165, 299, 470, 344]
- registration-marks: [90, 1440, 130, 1459]
- market-item-min: 8375: [462, 1185, 529, 1197]
- market-item-max: 6031: [529, 1329, 597, 1341]
- market-item-min: 2001: [462, 1149, 529, 1161]
- market-item-name: ಕಡಲೆಕಾಳು: [372, 1149, 462, 1161]
- ad1-subheader: ಶಾಲಾ ಶಿಕ್ಷಣ ಇಲಾಖೆ (ಪದವಿ ಪೂರ್ವ) ಬಾಗಲಕೋಟೆ: [62, 738, 183, 746]
- market-row: [372, 1257, 597, 1269]
- row-divider: [25, 718, 920, 719]
- market-row: [372, 1281, 597, 1293]
- market-row: [372, 1173, 597, 1185]
- story4-photo: [375, 484, 595, 589]
- story5-body-col1: [605, 464, 693, 714]
- market-item-name: ಸಾಸಿವೆ: [372, 1329, 462, 1341]
- market-row: [372, 1233, 597, 1245]
- ad1-site[interactable]: karnataka.gov.in: [30, 877, 97, 885]
- market-item-name: ಟೊಮೆಟೊ: [372, 1353, 462, 1365]
- story6-body: [372, 882, 597, 1062]
- story4-text: ಜಿಲ್ಲೆಯ ಬನಹಟ್ಟಿಯಲ್ಲಿ ಫೆ.28ರಂದು ಬಸವ ಶರಣರ ಹಿಂದೂ ಸಮಾವೇಶವನ್ನು ಆಯೋಜಿಸಲಾಗಿದ್ದು, ಸಮಾವೇಶಕ್ಕೆ ಜಿಲ್ಲೆಯ ಎಲ್ಲ ತಾಲೂಕುಗಳಿಂದ ಸಾವಿರಾರು ಸಂಖ್ಯೆಯಲ್ಲಿ ಜನರು ಭಾಗವಹಿಸಲಿದ್ದಾರೆ ಎಂದು ಶಾಸಕ ಸಿದ್ದು ಸವದಿ ತಿಳಿಸಿದರು. ಸಮಾವೇಶದಲ್ಲಿ ವಿವಿಧ ಮಠಾಧೀಶರು, ಸ್ವಾಮೀಜಿಗಳು ಸಾನ್ನಿಧ್ಯ ವಹಿಸಲಿದ್ದಾರೆ. ಹಿಂದೂ ಸಮಾಜದ ಒಗ್ಗಟ್ಟಿಗಾಗಿ ಈ ಸಮಾವೇಶ ನಡೆಯುತ್ತಿದೆ. ಬಸವಣ್ಣನವರ ತತ್ವಗಳನ್ನು ಎಲ್ಲರೂ ಪಾಲಿಸಬೇಕು. ಕಾರ್ಯಕರ್ತರು ಹೆಚ್ಚಿನ ಸಂಖ್ಯೆಯಲ್ಲಿ ಪಾಲ್ಗೊಂಡು ಸಮಾವೇಶವನ್ನು ಯಶಸ್ವಿಗೊಳಿಸಬೇಕು ಎಂದು ಮನವಿ ಮಾಡಿದರು.: [375, 594, 596, 675]
- market-item-name: ಹುರುಳಿ: [372, 1233, 462, 1245]
- market-item-min: 600: [462, 1341, 529, 1353]
- market-item-name: ತೊಗರಿ ಬೇಳೆ: [372, 1413, 462, 1425]
- story1-body: ಹಿಂದು ಸಮಾಜ ಒಗ್ಗಟ್ಟಾಗಿ ಮತ್ತು ದೇಶ ಇಬ್ಬಗ್ಗೆ ಹಾಗೂ ಮಾನವತೆ ಮಾನವಿಕ ಸ್ಥಳಗಳ ಆಶೀರ್ವಾದ ಸಮ್ಮಾನವಾಗಿದೆ ಎಂದು ಆರ್‌ಎಸ್‌ಎಸ್ ಅಖಿಲ ಭಾರತೀಯ ವ್ಯವಸ್ಥಾ ಪ್ರಮುಖ ಮಂಗೇಶ ಭೇಂಡೆ ಅಭಿಪ್ರಾಯಪಟ್ಟರು. ನವನಗರ, ಗಾಮನಗಟ್ಟಿ, ಅಮರಗೋಳ, ಸದ್ಗುರು, ರಾಯಾಪುರದ ಹಿಂದೂ ಸಮ್ಮೇಳನ ಸಮಿತಿಯಿಂದ ಇಲ್ಲಿಯ ನವನಗರದ ಹೌಸ್ ಕೆಬಿನ್ ಕಾಲನಿ ಪಕ್ಕದ ಬಯಲಿನಲ್ಲಿ ಹಮ್ಮಿಕೊಂಡಿದ್ದ ಹಿಂದೂ ಸಮ್ಮೇಳನದಲ್ಲಿ ಅವರು ಮಾತನಾಡಿದರು. ಭಾರತವನ್ನು ಮುಸ್ಲಿಮರು, ಬ್ರಿಟಿಷರು ಆಳಿದರು. ವಿಶ್ವದ ವಿವಿಧ ದೇಶಗಳಲ್ಲಿ ಮಠಗಳು, ಪಂಥಗಳು, ಸಂಪ್ರದಾಯಗಳು ಜನಿಸಿವೆ. ಧರ್ಮ ಭಾರತದಲ್ಲಿ ಜನಿಸಿದೆ, ನಮ್ಮದು ಧರ್ಮ ಭೂಮಿ. ಎಲ್ಲ ಸಂಪ್ರದಾಯಗಳನ್ನು ಹಿಂದೂ ಧರ್ಮದಲ್ಲಿ ಕಾಣುತ್ತೇವೆ. ನಾಗರಿಕ ಕರ್ತವ್ಯ, ಸಾಮಾಜಿಕ ಸಾಮರಸ್ಯ, ಕುಟುಂಬ ಪ್ರಬೋಧನ, ಸ್ವದೇಶಿ ಜೀವನ, ಪರಿಸರ ಸಂರಕ್ಷಣೆ ಪಂಚ ಪರಿವರ್ತನೆಗಳನ್ನು ಅಳವಡಿಸಿಕೊಳ್ಳಬೇಕು ಎಂದರು.: [28, 171, 158, 384]
- story3-portrait: [165, 466, 245, 566]
- market-item-max: 10201: [529, 1413, 597, 1425]
- market-item-min: 6500: [462, 1137, 529, 1149]
